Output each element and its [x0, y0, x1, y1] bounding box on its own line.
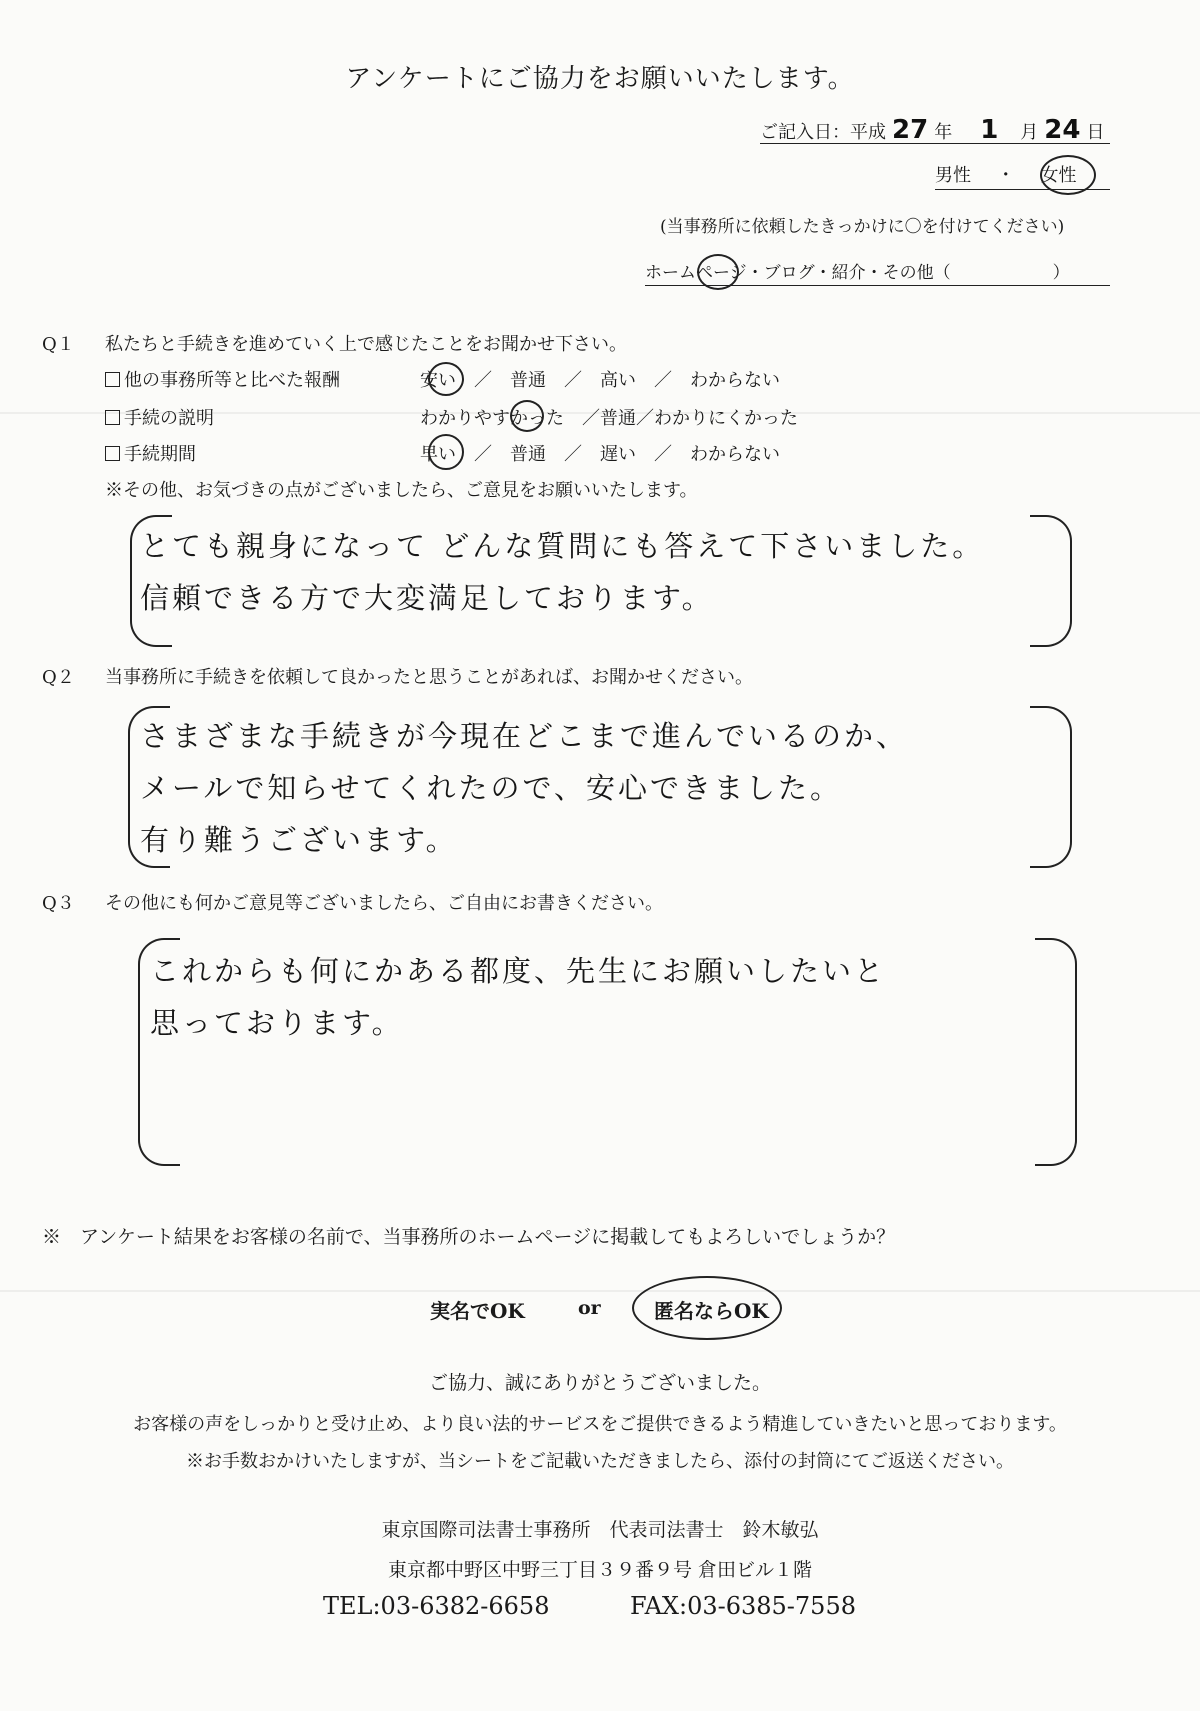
- office-tel: TEL:03-6382-6658: [323, 1592, 550, 1620]
- q1-fee-label: 他の事務所等と比べた報酬: [124, 370, 340, 391]
- publish-or: or: [578, 1297, 601, 1319]
- trigger-note: (当事務所に依頼したきっかけに〇を付けてください): [660, 217, 1065, 237]
- trigger-options: ホームページ・ブログ・紹介・その他（ ）: [645, 263, 1070, 283]
- q1-answer-bracket-right: [1030, 515, 1072, 647]
- q2-answer-line: さまざまな手続きが今現在どこまで進んでいるのか、: [140, 719, 909, 753]
- q1-row-period: [105, 440, 196, 466]
- date-line: [760, 115, 1104, 145]
- q1-explanation-checkbox[interactable]: [105, 410, 120, 425]
- office-fax: FAX:03-6385-7558: [630, 1592, 856, 1620]
- date-day-value: 24: [1044, 115, 1081, 145]
- q3-answer-line: 思っております。: [150, 1006, 404, 1040]
- q1-label: Q１: [42, 334, 75, 355]
- date-prefix: ご記入日：平成: [760, 122, 886, 143]
- explanation-easy-circle-mark: [510, 400, 544, 432]
- gender-female: 女性: [1040, 165, 1077, 186]
- date-month-value: 1: [980, 115, 999, 145]
- q1-explanation-label: 手続の説明: [124, 408, 214, 429]
- q1-note: ※その他、お気づきの点がございましたら、ご意見をお願いいたします。: [105, 480, 698, 501]
- office-address: 東京都中野区中野三丁目３９番９号 倉田ビル１階: [387, 1559, 813, 1581]
- date-underline: [760, 143, 1110, 144]
- q1-answer[interactable]: [140, 520, 984, 624]
- q3-answer[interactable]: [150, 945, 886, 1049]
- q1-fee-checkbox[interactable]: [105, 372, 120, 387]
- date-month-unit: 月: [1020, 122, 1039, 143]
- q3-question: その他にも何かご意見等ございましたら、ご自由にお書きください。: [105, 893, 663, 914]
- period-fast-circle-mark: [428, 434, 464, 470]
- q1-explanation-options: わかりやすかった ／普通／わかりにくかった: [420, 408, 798, 429]
- q3-answer-line: これからも何にかある都度、先生にお願いしたいと: [150, 954, 887, 988]
- q2-question: 当事務所に手続きを依頼して良かったと思うことがあれば、お聞かせください。: [105, 667, 753, 688]
- date-year-unit: 年: [934, 122, 953, 143]
- closing-message: お客様の声をしっかりと受け止め、より良い法的サービスをご提供できるよう精進していきたいと思っております。: [133, 1414, 1067, 1435]
- trigger-underline: [645, 285, 1110, 286]
- closing-thanks: ご協力、誠にありがとうございました。: [428, 1372, 771, 1394]
- office-name: 東京国際司法書士事務所 代表司法書士 鈴木敏弘: [381, 1519, 819, 1541]
- q1-period-label: 手続期間: [124, 444, 196, 465]
- publish-question: ※ アンケート結果をお客様の名前で、当事務所のホームページに掲載してもよろしいでしょうか？: [42, 1226, 896, 1248]
- gender-underline: [935, 189, 1110, 190]
- q3-answer-bracket-right: [1035, 938, 1077, 1166]
- q3-label: Q３: [42, 893, 75, 914]
- q2-answer-line: メールで知らせてくれたので、安心できました。: [140, 771, 842, 805]
- date-day-unit: 日: [1086, 122, 1105, 143]
- fee-cheap-circle-mark: [428, 362, 464, 396]
- q1-question: 私たちと手続きを進めていく上で感じたことをお聞かせ下さい。: [105, 334, 627, 355]
- q1-answer-line: とても親身になって どんな質問にも答えて下さいました。: [140, 529, 985, 563]
- q2-label: Q２: [42, 667, 75, 688]
- q1-row-explanation: [105, 404, 214, 430]
- q1-period-checkbox[interactable]: [105, 446, 120, 461]
- publish-real-name-option[interactable]: 実名でOK: [430, 1299, 525, 1323]
- date-year-value: 27: [892, 115, 929, 145]
- q1-fee-options: 安い ／ 普通 ／ 高い ／ わからない: [420, 370, 780, 391]
- q1-answer-line: 信頼できる方で大変満足しております。: [140, 581, 714, 615]
- q2-answer-line: 有り難うございます。: [140, 823, 458, 857]
- paper-fold-line: [0, 1290, 1200, 1292]
- q2-answer-bracket-right: [1030, 706, 1072, 868]
- survey-title: アンケートにご協力をお願いいたします。: [345, 64, 855, 94]
- q1-period-options: 早い ／ 普通 ／ 遅い ／ わからない: [420, 444, 780, 465]
- publish-anonymous-option[interactable]: 匿名ならOK: [654, 1299, 769, 1323]
- gender-male: 男性: [935, 165, 971, 186]
- q2-answer[interactable]: [140, 710, 908, 866]
- q1-row-fee: [105, 366, 340, 392]
- anonymous-circle-mark: [632, 1276, 782, 1340]
- gender-separator: ・: [996, 165, 1015, 186]
- closing-return-note: ※お手数おかけいたしますが、当シートをご記載いただきましたら、添付の封筒にてご返送ください。: [186, 1451, 1014, 1472]
